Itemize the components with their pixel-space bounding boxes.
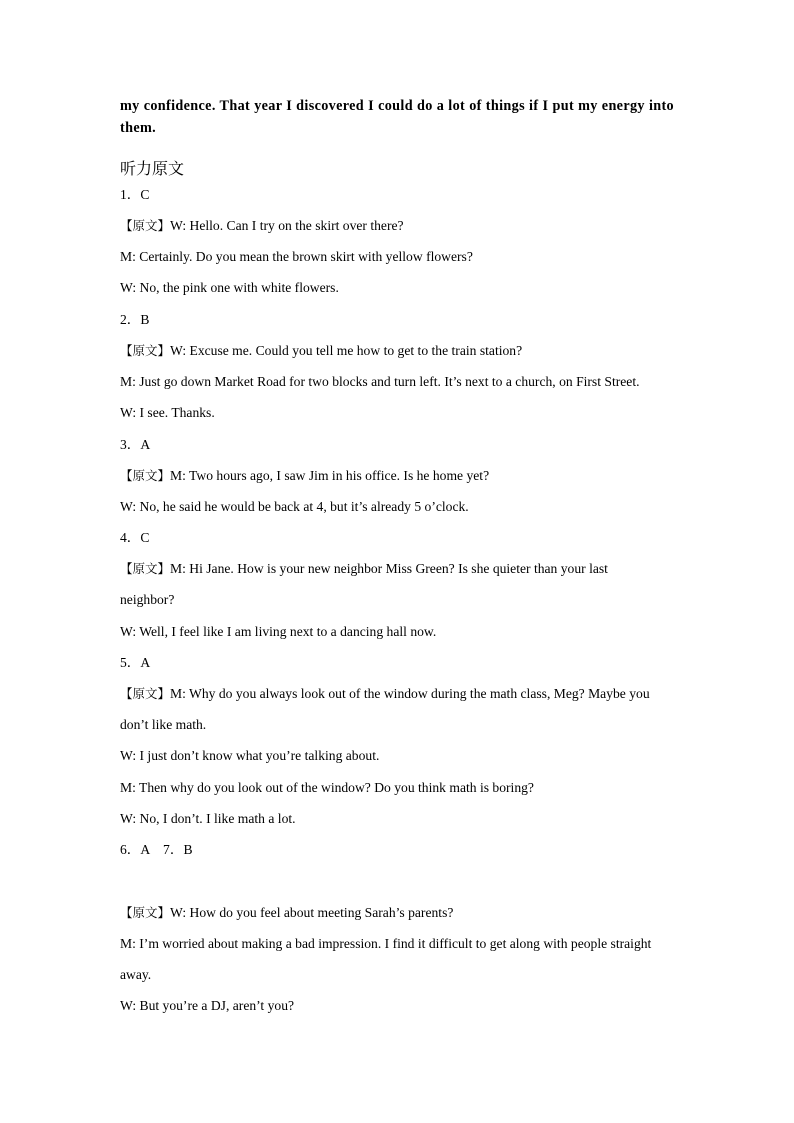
- answer-number: 2．B: [120, 312, 150, 327]
- answer-number: 4．C: [120, 530, 150, 545]
- transcript-line: W: No, I don’t. I like math a lot.: [120, 811, 296, 826]
- source-label: 【原文】: [120, 218, 171, 233]
- transcript-line: M: I’m worried about making a bad impression. I find it difficult to get along with people straight: [120, 936, 652, 951]
- transcript-line: [120, 903, 453, 923]
- transcript-text: M: Hi Jane. How is your new neighbor Miss Green? Is she quieter than your last: [170, 561, 608, 576]
- transcript-line: [120, 684, 650, 704]
- transcript-line: W: No, the pink one with white flowers.: [120, 280, 339, 295]
- transcript-line: away.: [120, 967, 152, 982]
- source-label: 【原文】: [120, 561, 171, 576]
- transcript-line: don’t like math.: [120, 717, 207, 732]
- answer-number: 3．A: [120, 437, 151, 452]
- transcript-text: W: Excuse me. Could you tell me how to get to the train station?: [170, 343, 523, 358]
- transcript-text: M: Why do you always look out of the window during the math class, Meg? Maybe you: [170, 686, 650, 701]
- transcript-line: [120, 466, 489, 486]
- transcript-line: M: Then why do you look out of the window? Do you think math is boring?: [120, 780, 534, 795]
- answer-number: 1．C: [120, 187, 150, 202]
- transcript-line: W: Well, I feel like I am living next to a dancing hall now.: [120, 624, 437, 639]
- transcript-text: W: Hello. Can I try on the skirt over there?: [170, 218, 404, 233]
- transcript-line: neighbor?: [120, 592, 175, 607]
- transcript-line: M: Certainly. Do you mean the brown skirt with yellow flowers?: [120, 249, 473, 264]
- transcript-line: [120, 559, 608, 579]
- transcript-line: [120, 216, 404, 236]
- source-label: 【原文】: [120, 686, 171, 701]
- section-title: 听力原文: [120, 159, 185, 178]
- transcript-text: M: Two hours ago, I saw Jim in his office. Is he home yet?: [170, 468, 490, 483]
- answer-number: 6．A 7．B: [120, 842, 193, 857]
- transcript-text: W: How do you feel about meeting Sarah’s parents?: [170, 905, 454, 920]
- transcript-line: W: I just don’t know what you’re talking about.: [120, 748, 380, 763]
- transcript-line: [120, 341, 522, 361]
- transcript-line: M: Just go down Market Road for two blocks and turn left. It’s next to a church, on First Street.: [120, 374, 640, 389]
- answer-number: 5．A: [120, 655, 151, 670]
- intro-paragraph: my confidence. That year I discovered I could do a lot of things if I put my energy into them.: [120, 98, 674, 136]
- transcript-line: W: I see. Thanks.: [120, 405, 215, 420]
- source-label: 【原文】: [120, 905, 171, 920]
- transcript-line: W: But you’re a DJ, aren’t you?: [120, 998, 295, 1013]
- source-label: 【原文】: [120, 468, 171, 483]
- source-label: 【原文】: [120, 343, 171, 358]
- transcript-line: W: No, he said he would be back at 4, but it’s already 5 o’clock.: [120, 499, 469, 514]
